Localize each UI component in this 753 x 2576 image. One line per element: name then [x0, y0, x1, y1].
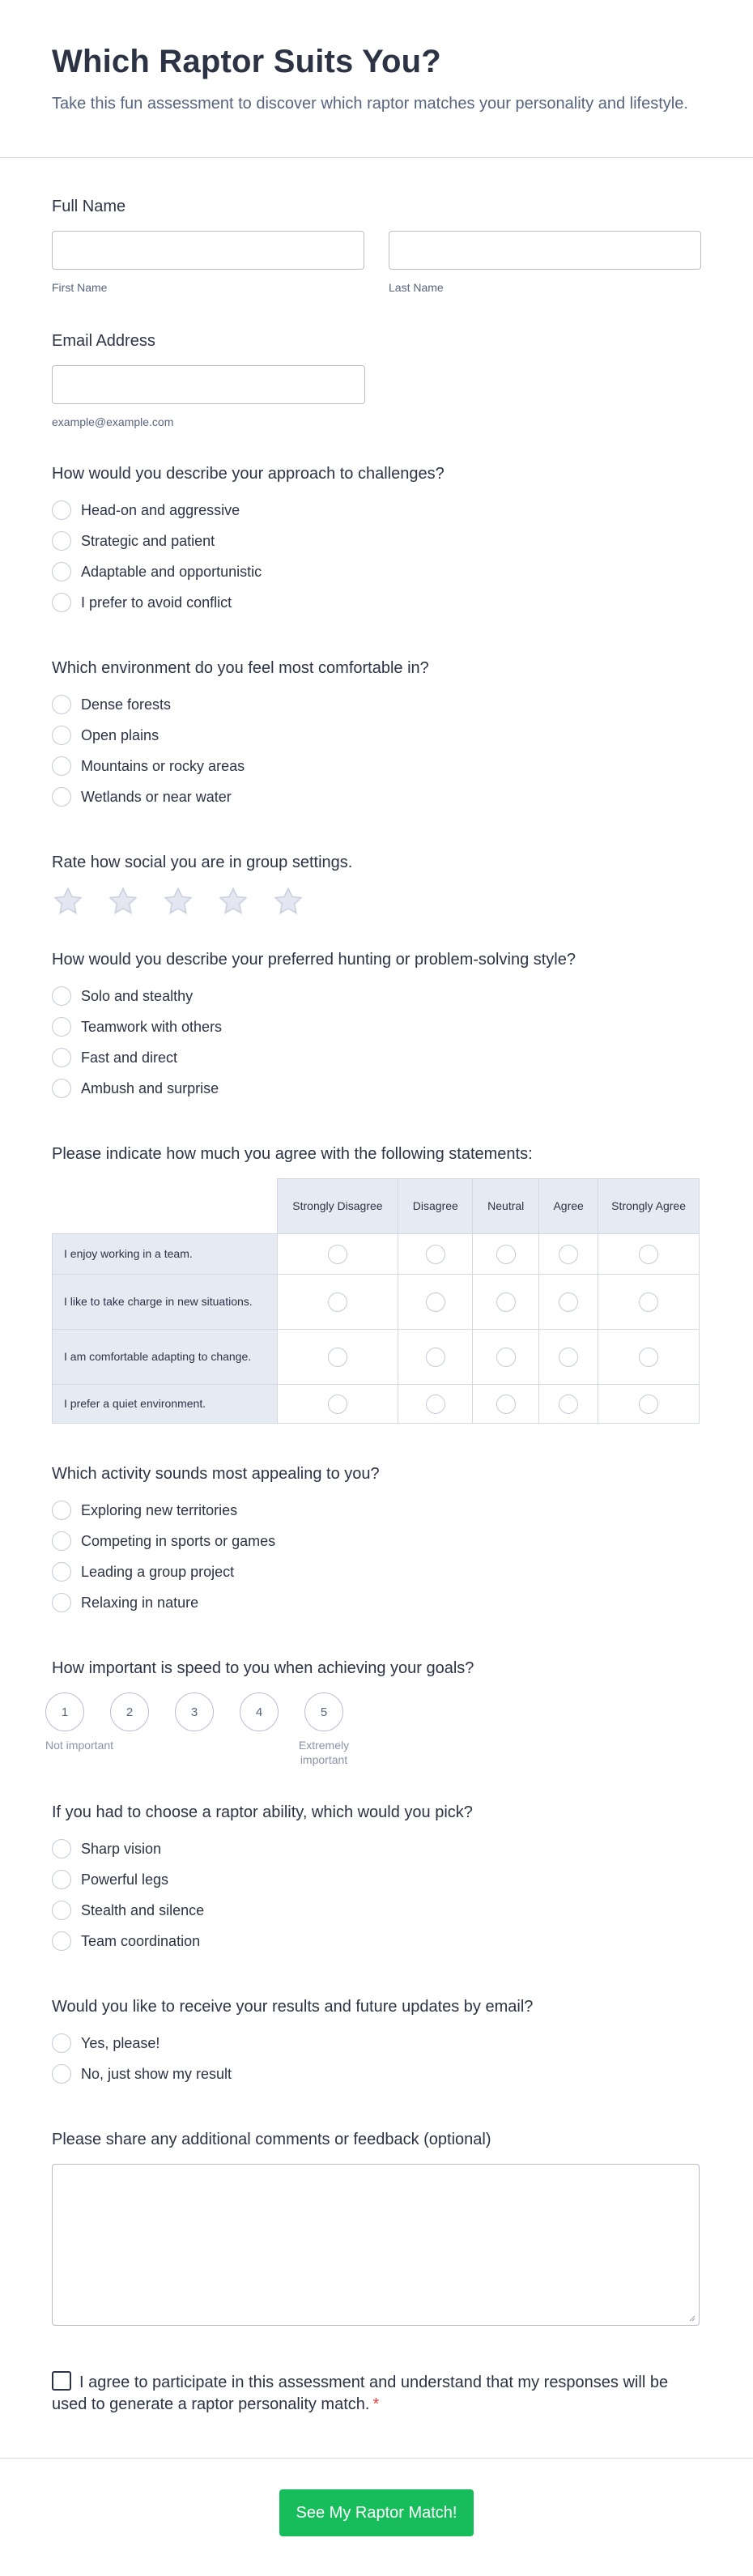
radio-button[interactable] — [52, 1048, 71, 1067]
scale-option[interactable]: 3 — [175, 1692, 214, 1731]
radio-button[interactable] — [52, 593, 71, 612]
page-subtitle: Take this fun assessment to discover which raptor matches your personality and lifestyle. — [52, 95, 688, 113]
scale-high-caption: Extremely important — [298, 1739, 350, 1766]
radio-option-label: Fast and direct — [81, 1049, 178, 1066]
radio-option-label: Solo and stealthy — [81, 987, 194, 1004]
email-label: Email Address — [52, 332, 155, 350]
matrix-radio[interactable] — [496, 1348, 516, 1367]
matrix-radio[interactable] — [559, 1348, 578, 1367]
radio-option-label: I prefer to avoid conflict — [81, 594, 232, 611]
environment-question — [52, 657, 701, 812]
radio-option[interactable] — [52, 1895, 701, 1926]
radio-button[interactable] — [52, 1562, 71, 1582]
full-name-field — [52, 195, 701, 294]
radio-option[interactable] — [52, 1926, 701, 1956]
radio-button[interactable] — [52, 1501, 71, 1520]
radio-option-label: Competing in sports or games — [81, 1532, 276, 1549]
radio-option[interactable] — [52, 1526, 701, 1556]
consent-checkbox[interactable] — [52, 2371, 71, 2391]
radio-option-label: Adaptable and opportunistic — [81, 563, 262, 580]
matrix-radio[interactable] — [328, 1394, 347, 1414]
matrix-row — [53, 1234, 700, 1275]
scale-option[interactable]: 5 — [304, 1692, 343, 1731]
radio-button[interactable] — [52, 726, 71, 745]
radio-option[interactable] — [52, 981, 701, 1011]
radio-button[interactable] — [52, 1901, 71, 1920]
ability-question — [52, 1801, 701, 1956]
radio-option[interactable] — [52, 1864, 701, 1895]
matrix-corner — [53, 1179, 278, 1234]
radio-option[interactable] — [52, 2059, 701, 2089]
activity-question — [52, 1463, 701, 1618]
agreement-matrix — [52, 1178, 700, 1424]
matrix-radio[interactable] — [639, 1348, 658, 1367]
challenges-question — [52, 462, 701, 618]
radio-option-label: Sharp vision — [81, 1840, 162, 1857]
matrix-radio[interactable] — [426, 1394, 445, 1414]
radio-button[interactable] — [52, 2033, 71, 2053]
resize-handle-icon[interactable] — [687, 2314, 696, 2322]
scale-low-caption: Not important — [45, 1739, 114, 1752]
radio-option-label: Yes, please! — [81, 2034, 160, 2051]
page-title: Which Raptor Suits You? — [52, 44, 441, 79]
radio-option-label: Team coordination — [81, 1932, 201, 1949]
radio-option[interactable] — [52, 526, 701, 556]
radio-button[interactable] — [52, 1079, 71, 1098]
radio-option-label: Mountains or rocky areas — [81, 757, 245, 774]
matrix-column-header: Disagree — [398, 1179, 473, 1234]
radio-button[interactable] — [52, 1017, 71, 1037]
radio-button[interactable] — [52, 531, 71, 551]
radio-option-label: Strategic and patient — [81, 532, 215, 549]
star-rating — [52, 885, 701, 918]
radio-option-label: Powerful legs — [81, 1871, 169, 1888]
consent-text: I agree to participate in this assessment and understand that my responses will be used to generate a raptor personality match. — [52, 2374, 669, 2413]
form-footer — [0, 2458, 753, 2563]
last-name-sublabel: Last Name — [389, 281, 444, 294]
matrix-column-header: Agree — [539, 1179, 598, 1234]
radio-button[interactable] — [52, 562, 71, 581]
radio-button[interactable] — [52, 2064, 71, 2084]
radio-option[interactable] — [52, 1556, 701, 1587]
email-sublabel: example@example.com — [52, 415, 174, 428]
matrix-column-header: Strongly Agree — [598, 1179, 700, 1234]
matrix-radio[interactable] — [496, 1245, 516, 1264]
last-name-input[interactable] — [389, 231, 701, 270]
matrix-row-label: I enjoy working in a team. — [53, 1234, 278, 1275]
radio-option[interactable] — [52, 720, 701, 751]
scale-option[interactable]: 1 — [45, 1692, 84, 1731]
matrix-question — [52, 1143, 701, 1424]
radio-option[interactable] — [52, 556, 701, 587]
matrix-radio[interactable] — [559, 1245, 578, 1264]
radio-option-label: Ambush and surprise — [81, 1079, 219, 1096]
activity-label: Which activity sounds most appealing to you? — [52, 1465, 380, 1483]
radio-option[interactable] — [52, 1833, 701, 1864]
social-rating-label: Rate how social you are in group settings. — [52, 854, 353, 871]
star-icon[interactable] — [162, 885, 194, 918]
scale-rating — [45, 1692, 701, 1767]
updates-label: Would you like to receive your results and future updates by email? — [52, 1998, 534, 2016]
matrix-row-label: I like to take charge in new situations. — [53, 1275, 278, 1330]
radio-option-label: Exploring new territories — [81, 1501, 238, 1518]
first-name-input[interactable] — [52, 231, 364, 270]
radio-button[interactable] — [52, 500, 71, 520]
matrix-radio[interactable] — [426, 1245, 445, 1264]
form-header — [0, 0, 753, 158]
comments-textarea[interactable] — [52, 2164, 700, 2326]
social-rating-question — [52, 851, 701, 918]
radio-option[interactable] — [52, 1042, 701, 1073]
radio-option[interactable] — [52, 587, 701, 618]
hunting-question — [52, 948, 701, 1104]
first-name-sublabel: First Name — [52, 281, 108, 294]
speed-label: How important is speed to you when achieving your goals? — [52, 1659, 474, 1677]
comments-field — [52, 2128, 701, 2326]
matrix-radio[interactable] — [559, 1292, 578, 1312]
radio-option-label: Stealth and silence — [81, 1901, 205, 1918]
matrix-radio[interactable] — [328, 1245, 347, 1264]
radio-button[interactable] — [52, 695, 71, 714]
radio-option-label: Head-on and aggressive — [81, 501, 240, 518]
matrix-radio[interactable] — [639, 1292, 658, 1312]
radio-option-label: Open plains — [81, 726, 160, 743]
matrix-row — [53, 1385, 700, 1424]
radio-option[interactable] — [52, 1073, 701, 1104]
radio-button[interactable] — [52, 1531, 71, 1551]
matrix-radio[interactable] — [639, 1245, 658, 1264]
radio-option[interactable] — [52, 1495, 701, 1526]
radio-button[interactable] — [52, 1870, 71, 1889]
radio-option[interactable] — [52, 2028, 701, 2059]
email-field — [52, 330, 701, 428]
consent-field — [52, 2371, 701, 2416]
radio-option-label: Relaxing in nature — [81, 1594, 199, 1611]
radio-option-label: No, just show my result — [81, 2065, 232, 2082]
matrix-label: Please indicate how much you agree with the following statements: — [52, 1145, 533, 1163]
radio-button[interactable] — [52, 1931, 71, 1951]
matrix-radio[interactable] — [328, 1348, 347, 1367]
matrix-row-label: I prefer a quiet environment. — [53, 1385, 278, 1424]
matrix-row — [53, 1330, 700, 1385]
matrix-column-header: Neutral — [473, 1179, 539, 1234]
radio-option[interactable] — [52, 781, 701, 812]
radio-option[interactable] — [52, 1587, 701, 1618]
updates-question — [52, 1995, 701, 2089]
scale-option[interactable]: 2 — [110, 1692, 149, 1731]
form-content — [0, 195, 753, 2416]
radio-button[interactable] — [52, 756, 71, 776]
matrix-radio[interactable] — [496, 1292, 516, 1312]
radio-option-label: Wetlands or near water — [81, 788, 232, 805]
radio-option[interactable] — [52, 495, 701, 526]
matrix-radio[interactable] — [559, 1394, 578, 1414]
radio-button[interactable] — [52, 1839, 71, 1859]
matrix-radio[interactable] — [496, 1394, 516, 1414]
matrix-radio[interactable] — [328, 1292, 347, 1312]
comments-label: Please share any additional comments or feedback (optional) — [52, 2131, 491, 2148]
star-icon[interactable] — [217, 885, 249, 918]
speed-question — [45, 1657, 701, 1767]
scale-option[interactable]: 4 — [240, 1692, 279, 1731]
radio-option[interactable] — [52, 1011, 701, 1042]
matrix-row-label: I am comfortable adapting to change. — [53, 1330, 278, 1385]
environment-label: Which environment do you feel most comfortable in? — [52, 659, 429, 677]
ability-label: If you had to choose a raptor ability, which would you pick? — [52, 1803, 473, 1821]
matrix-column-header: Strongly Disagree — [277, 1179, 398, 1234]
matrix-radio[interactable] — [426, 1292, 445, 1312]
radio-button[interactable] — [52, 787, 71, 807]
radio-option[interactable] — [52, 689, 701, 720]
email-input[interactable] — [52, 365, 365, 404]
radio-option-label: Leading a group project — [81, 1563, 235, 1580]
matrix-row — [53, 1275, 700, 1330]
submit-button[interactable]: See My Raptor Match! — [279, 2489, 474, 2536]
star-icon[interactable] — [272, 885, 304, 918]
hunting-label: How would you describe your preferred hunting or problem-solving style? — [52, 951, 576, 969]
radio-option-label: Dense forests — [81, 696, 172, 713]
radio-option-label: Teamwork with others — [81, 1018, 223, 1035]
matrix-radio[interactable] — [639, 1394, 658, 1414]
matrix-radio[interactable] — [426, 1348, 445, 1367]
full-name-label: Full Name — [52, 198, 126, 215]
star-icon[interactable] — [107, 885, 139, 918]
radio-button[interactable] — [52, 1593, 71, 1612]
challenges-label: How would you describe your approach to challenges? — [52, 465, 445, 483]
required-marker: * — [372, 2395, 380, 2413]
star-icon[interactable] — [52, 885, 84, 918]
radio-option[interactable] — [52, 751, 701, 781]
radio-button[interactable] — [52, 986, 71, 1006]
